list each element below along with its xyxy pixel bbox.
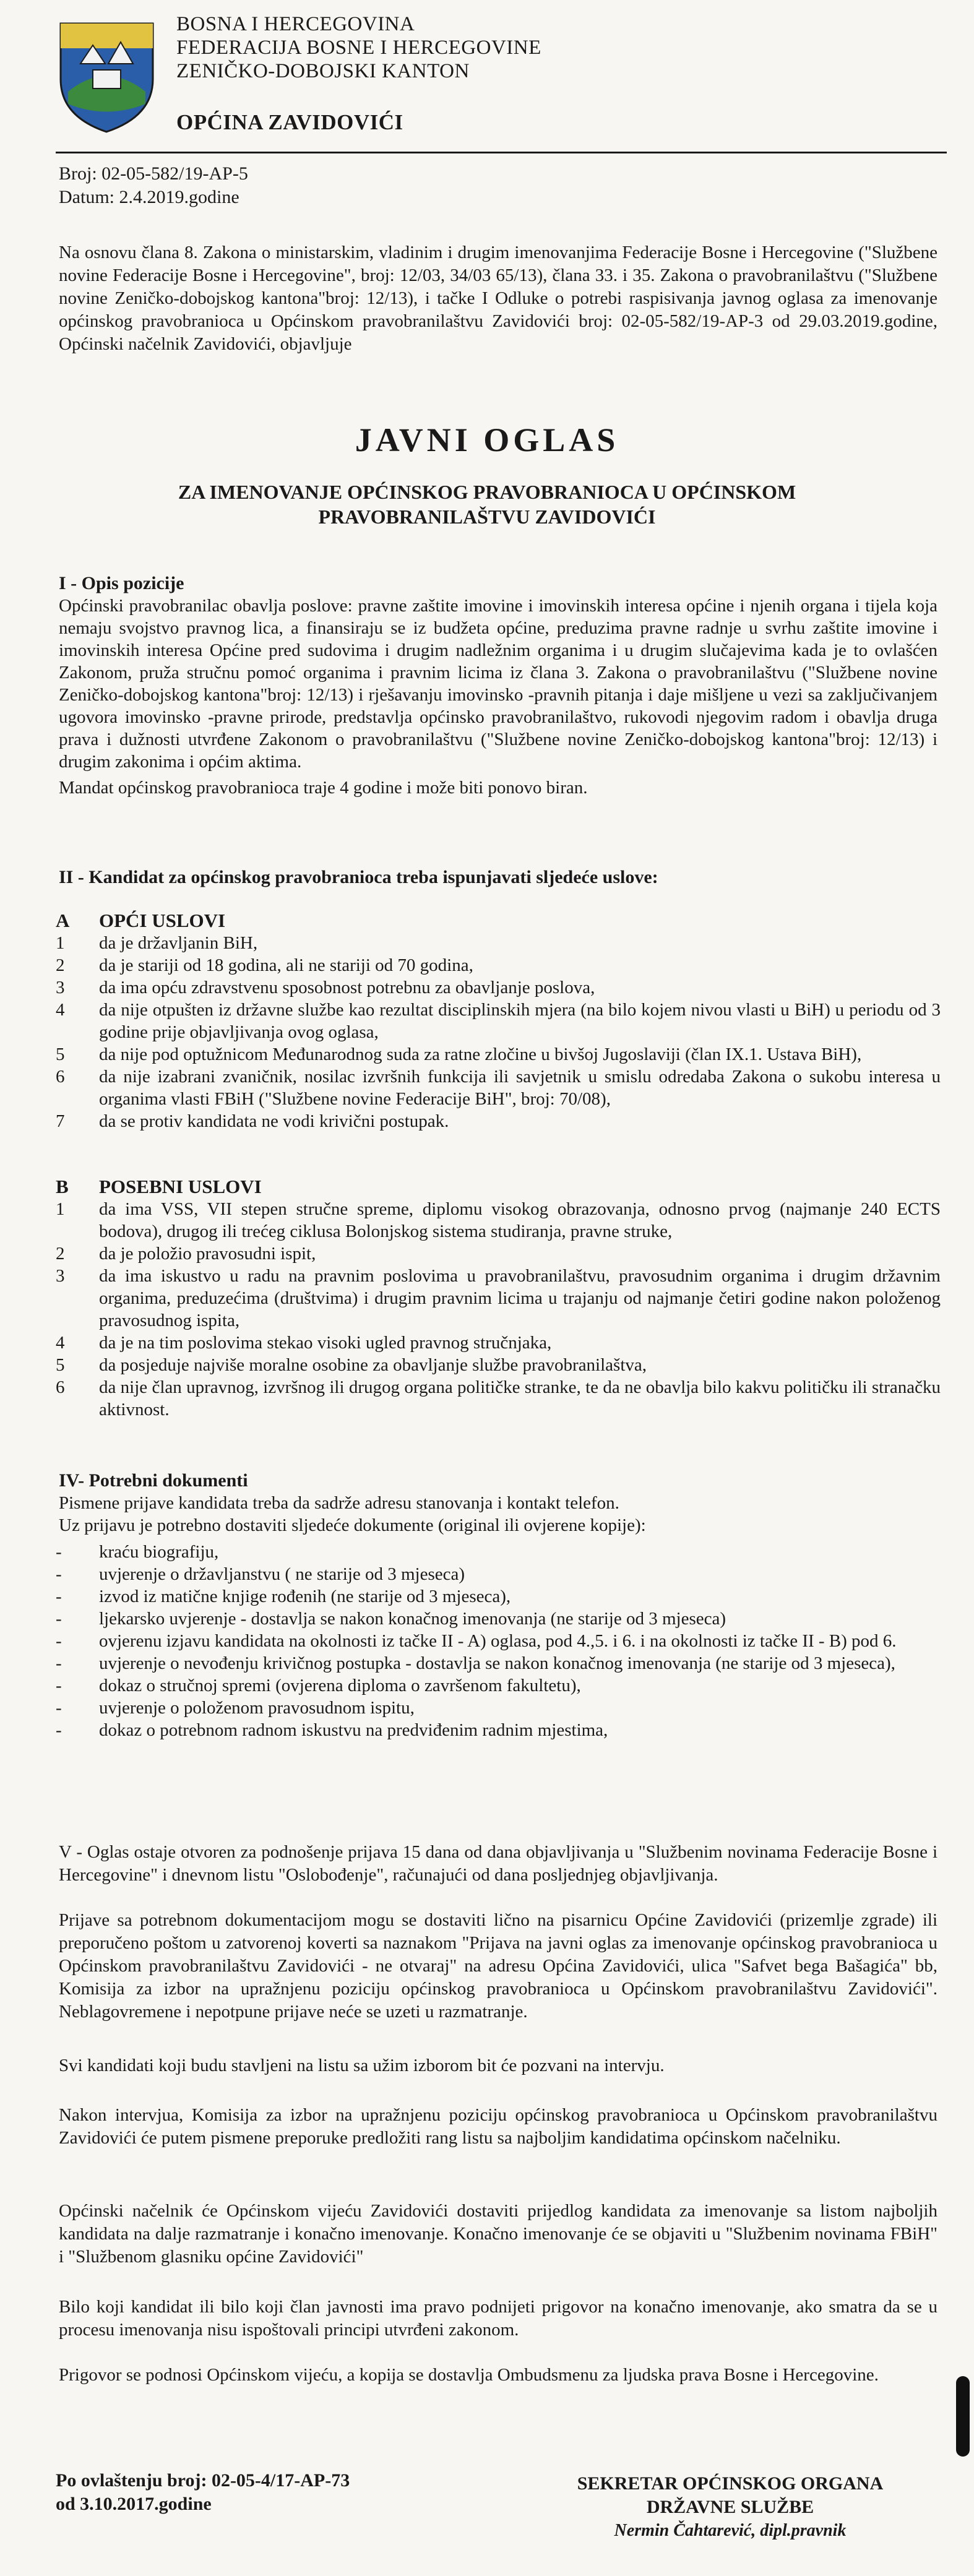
condition-item — [56, 1066, 941, 1110]
list-heading — [56, 910, 941, 932]
document-item-text: ovjerenu izjavu kandidata na okolnosti iz tačke II - A) oglasa, pod 4.,5. i 6. i na okolnosti iz tačke II - B) pod 6. — [99, 1631, 897, 1651]
bullet-dash: - — [56, 1720, 62, 1740]
condition-item — [56, 1354, 941, 1376]
document-item-text: uvjerenje o nevođenju krivičnog postupka - dostavlja se nakon konačnog imenovanja (ne starije od 3 mjeseca), — [99, 1653, 895, 1673]
document-item — [56, 1563, 941, 1585]
condition-text: da ima iskustvo u radu na pravnim poslovima u pravobranilaštvu, pravosudnim organima i drugim državnim organima, preduzećima (društvima) i drugim pravnim licima u trajanju od najmanje četiri godine nakon položenog pravosudnog ispita, — [99, 1266, 941, 1330]
document-item-text: dokaz o potrebnom radnom iskustvu na predviđenim radnim mjestima, — [99, 1720, 608, 1740]
general-conditions-list — [56, 910, 941, 1132]
mandate-text: Mandat općinskog pravobranioca traje 4 godine i može biti ponovo biran. — [59, 778, 588, 798]
item-number: 4 — [56, 1000, 65, 1020]
condition-text: da nije izabrani zvaničnik, nosilac izvršnih funkcija ili savjetnik u smislu odredaba Zakona o sukobu interesa u organima vlasti FBiH ("Službene novine Federacije BiH", broj: 70/08), — [99, 1067, 941, 1109]
list-letter: B — [56, 1176, 69, 1197]
condition-text: da se protiv kandidata ne vodi krivični postupak. — [99, 1111, 449, 1131]
item-number: 3 — [56, 978, 65, 997]
condition-item — [56, 1376, 941, 1421]
signature-block — [514, 2472, 947, 2543]
section-body: Općinski pravobranilac obavlja poslove: pravne zaštite imovine i imovinskih interesa općine i njenih organa i tijela koja nemaju svojstvo pravnog lica, a finansiraju se iz budžeta općine, preduzima pravne radnje u svrhu zaštite imovine i imovinskih interesa Općine pred sudovima i drugim nadležnim organima i u drugim slučajevima kada je to ovlašćen Zakonom, pruža stručnu pomoć organima i pravnim licima iz člana 3. Zakona o pravobranilaštvu ("Službene novine Zeničko-dobojskog kantona"broj: 12/13) i rješavanju imovinsko -pravnih pitanja i daje mišljene u vezi sa zaključivanjem ugovora imovinsko -pravne prirode, predstavlja općinsko pravobranilaštvo, rukovodi njegovim radom i obavlja druga prava i dužnosti utvrđene Zakonom o pravobranilaštvu ("Službene novine Zeničko-dobojskog kantona"broj: 12/13) i drugim zakonima i općim aktima. — [59, 596, 937, 772]
objection-submission-paragraph: Prigovor se podnosi Općinskom vijeću, a kopija se dostavlja Ombudsmenu za ljudska prava Bosne i Hercegovine. — [59, 2365, 879, 2385]
documents-list — [56, 1541, 941, 1741]
item-number: 7 — [56, 1111, 65, 1131]
documents-intro-line: Pismene prijave kandidata treba da sadrže adresu stanovanja i kontakt telefon. — [59, 1493, 619, 1513]
commission-paragraph: Nakon intervjua, Komisija za izbor na upražnjenu poziciju općinskog pravobranioca u Općinskom pravobranilaštvu Zavidovići će putem pismene preporuke predložiti rang listu sa najboljim kandidatima općinskom načelniku. — [59, 2105, 937, 2148]
section-heading: II - Kandidat za općinskog pravobranioca treba ispunjavati sljedeće uslove: — [59, 867, 658, 887]
item-number: 2 — [56, 955, 65, 975]
document-item — [56, 1674, 941, 1697]
coat-of-arms-icon — [56, 11, 158, 135]
document-item-text: izvod iz matične knjige rođenih (ne starije od 3 mjeseca), — [99, 1587, 511, 1606]
condition-item — [56, 954, 941, 976]
document-item-text: ljekarsko uvjerenje - dostavlja se nakon konačnog imenovanja (ne starije od 3 mjeseca) — [99, 1609, 726, 1629]
condition-item — [56, 1110, 941, 1132]
letterhead-line-federation: FEDERACIJA BOSNE I HERCEGOVINE — [176, 37, 541, 59]
objection-paragraph: Bilo koji kandidat ili bilo koji član javnosti ima pravo podnijeti prigovor na konačno imenovanje, ako smatra da se u procesu imenovanja nisu ispoštovali principi utvrđeni zakonom. — [59, 2297, 937, 2340]
municipality-name: OPĆINA ZAVIDOVIĆI — [176, 110, 403, 134]
condition-text: da ima VSS, VII stepen stručne spreme, diplomu visokog obrazovanja, odnosno prvog (najmanje 240 ECTS bodova), drugog ili trećeg ciklusa Bolonjskog sistema studiranja, pravne struke, — [99, 1199, 941, 1241]
document-item — [56, 1608, 941, 1630]
item-number: 3 — [56, 1266, 65, 1286]
condition-text: da nije otpušten iz državne službe kao rezultat disciplinskih mjera (na bilo kojem nivou vlasti u BiH) u periodu od 3 godine prije objavljivanja ovog oglasa, — [99, 1000, 941, 1042]
bullet-dash: - — [56, 1564, 62, 1584]
list-heading — [56, 1176, 941, 1198]
bullet-dash: - — [56, 1609, 62, 1629]
condition-text: da ima opću zdravstvenu sposobnost potrebnu za obavljanje poslova, — [99, 978, 595, 997]
bullet-dash: - — [56, 1587, 62, 1606]
interview-paragraph: Svi kandidati koji budu stavljeni na listu sa užim izborom bit će pozvani na intervju. — [59, 2056, 665, 2075]
document-item — [56, 1697, 941, 1719]
item-number: 1 — [56, 1199, 65, 1219]
item-number: 2 — [56, 1244, 65, 1264]
item-number: 5 — [56, 1045, 65, 1064]
condition-text: da je stariji od 18 godina, ali ne stariji od 70 godina, — [99, 955, 473, 975]
submission-paragraph: Prijave sa potrebnom dokumentacijom mogu se dostaviti lično na pisarnicu Općine Zavidovići (prizemlje zgrade) ili preporučeno poštom u zatvorenoj koverti sa naznakom "Prijava na javni oglas za imenovanje općinskog pravobranioca u Općinskom pravobranilaštvu Zavidovići - ne otvaraj" na adresu Općina Zavidovići, ulica "Safvet bega Bašagića" bb, Komisija za izbor na upražnjenu poziciju općinskog pravobranioca u Općinskom pravobranilaštvu Zavidovići". Neblagovremene i nepotpune prijave neće se uzeti u razmatranje. — [59, 1910, 937, 2022]
document-item — [56, 1585, 941, 1608]
reference-number: Broj: 02-05-582/19-AP-5 — [59, 163, 248, 184]
signatory-title: SEKRETAR OPĆINSKOG ORGANA — [577, 2473, 884, 2494]
condition-item — [56, 1265, 941, 1332]
signatory-name: Nermin Čahtarević, dipl.pravnik — [614, 2521, 847, 2540]
document-item-text: kraću biografiju, — [99, 1542, 219, 1562]
list-label: OPĆI USLOVI — [99, 910, 226, 931]
letterhead-line-canton: ZENIČKO-DOBOJSKI KANTON — [176, 60, 470, 82]
section-deadline-paragraph: V - Oglas ostaje otvoren za podnošenje prijava 15 dana od dana objavljivanja u "Službenim novinama Federacije Bosne i Hercegovine" i dnevnom listu "Oslobođenje", računajući od dana posljednjeg objavljivanja. — [59, 1842, 937, 1885]
list-letter: A — [56, 910, 70, 931]
section-heading: I - Opis pozicije — [59, 573, 184, 593]
condition-text: da je državljanin BiH, — [99, 933, 258, 953]
condition-item — [56, 1198, 941, 1243]
condition-text: da je na tim poslovima stekao visoki ugled pravnog stručnjaka, — [99, 1333, 552, 1353]
condition-text: da nije član upravnog, izvršnog ili drugog organa političke stranke, te da ne obavlja bilo kakvu političku ili stranačku aktivnost. — [99, 1377, 941, 1419]
document-item — [56, 1719, 941, 1741]
condition-text: da je položio pravosudni ispit, — [99, 1244, 316, 1264]
section-required-documents — [59, 1470, 937, 1536]
intro-paragraph: Na osnovu člana 8. Zakona o ministarskim, vladinim i drugim imenovanjima Federacije Bosne i Hercegovine ("Službene novine Federacije Bosne i Hercegovine", broj: 12/03, 34/03 65/13), člana 33. i 35. Zakona o pravobranilaštvu ("Službene novine Zeničko-dobojskog kantona"broj: 12/13), i tačke I Odluke o potrebi raspisivanja javnog oglasa za imenovanje općinskog pravobranioca u Općinskom pravobranilaštvu Zavidovići broj: 02-05-582/19-AP-3 od 29.03.2019.godine, Općinski načelnik Zavidovići, objavljuje — [59, 243, 937, 354]
letterhead-lines — [176, 12, 541, 83]
section-heading: IV- Potrebni dokumenti — [59, 1470, 248, 1491]
condition-item — [56, 976, 941, 999]
bullet-dash: - — [56, 1631, 62, 1651]
document-item — [56, 1541, 941, 1563]
bullet-dash: - — [56, 1542, 62, 1562]
document-item-text: uvjerenje o položenom pravosudnom ispitu, — [99, 1698, 415, 1718]
bullet-dash: - — [56, 1653, 62, 1673]
item-number: 6 — [56, 1067, 65, 1087]
documents-intro-line: Uz prijavu je potrebno dostaviti sljedeće dokumente (original ili ovjerene kopije): — [59, 1515, 646, 1535]
condition-text: da nije pod optužnicom Međunarodnog suda za ratne zločine u bivšoj Jugoslaviji (član IX.1. Ustava BiH), — [99, 1045, 862, 1064]
reference-date: Datum: 2.4.2019.godine — [59, 187, 239, 207]
condition-text: da posjeduje najviše moralne osobine za obavljanje službe pravobranilaštva, — [99, 1355, 647, 1375]
header-divider — [56, 152, 947, 153]
item-number: 1 — [56, 933, 65, 953]
section-position-description — [59, 572, 937, 799]
letterhead — [56, 6, 947, 155]
bullet-dash: - — [56, 1698, 62, 1718]
document-item-text: uvjerenje o državljanstvu ( ne starije od 3 mjeseca) — [99, 1564, 465, 1584]
bullet-dash: - — [56, 1676, 62, 1695]
condition-item — [56, 1243, 941, 1265]
authorization-block — [56, 2469, 350, 2516]
authorization-date: od 3.10.2017.godine — [56, 2494, 212, 2514]
document-item-text: dokaz o stručnoj spremi (ovjerena diploma o završenom fakultetu), — [99, 1676, 581, 1695]
condition-item — [56, 1332, 941, 1354]
item-number: 4 — [56, 1333, 65, 1353]
condition-item — [56, 932, 941, 954]
document-title: JAVNI OGLAS — [355, 421, 619, 459]
special-conditions-list — [56, 1176, 941, 1421]
list-label: POSEBNI USLOVI — [99, 1176, 262, 1197]
appointment-paragraph: Općinski načelnik će Općinskom vijeću Zavidovići dostaviti prijedlog kandidata za imenovanje sa listom najboljih kandidata na dalje razmatranje i konačno imenovanje. Konačno imenovanje će se objaviti u "Službenim novinama FBiH" i "Službenom glasniku općine Zavidovići" — [59, 2201, 937, 2267]
letterhead-line-country: BOSNA I HERCEGOVINA — [176, 13, 415, 35]
section-requirements-heading — [59, 866, 937, 889]
document-subtitle: ZA IMENOVANJE OPĆINSKOG PRAVOBRANIOCA U OPĆINSKOM PRAVOBRANILAŠTVU ZAVIDOVIĆI — [178, 481, 796, 528]
document-item — [56, 1630, 941, 1652]
signatory-title: DRŽAVNE SLUŽBE — [646, 2497, 814, 2517]
binder-clip-mark — [956, 2376, 970, 2457]
condition-item — [56, 999, 941, 1043]
item-number: 6 — [56, 1377, 65, 1397]
item-number: 5 — [56, 1355, 65, 1375]
document-item — [56, 1652, 941, 1674]
condition-item — [56, 1043, 941, 1066]
authorization-number: Po ovlaštenju broj: 02-05-4/17-AP-73 — [56, 2470, 350, 2491]
reference-block — [59, 162, 248, 209]
